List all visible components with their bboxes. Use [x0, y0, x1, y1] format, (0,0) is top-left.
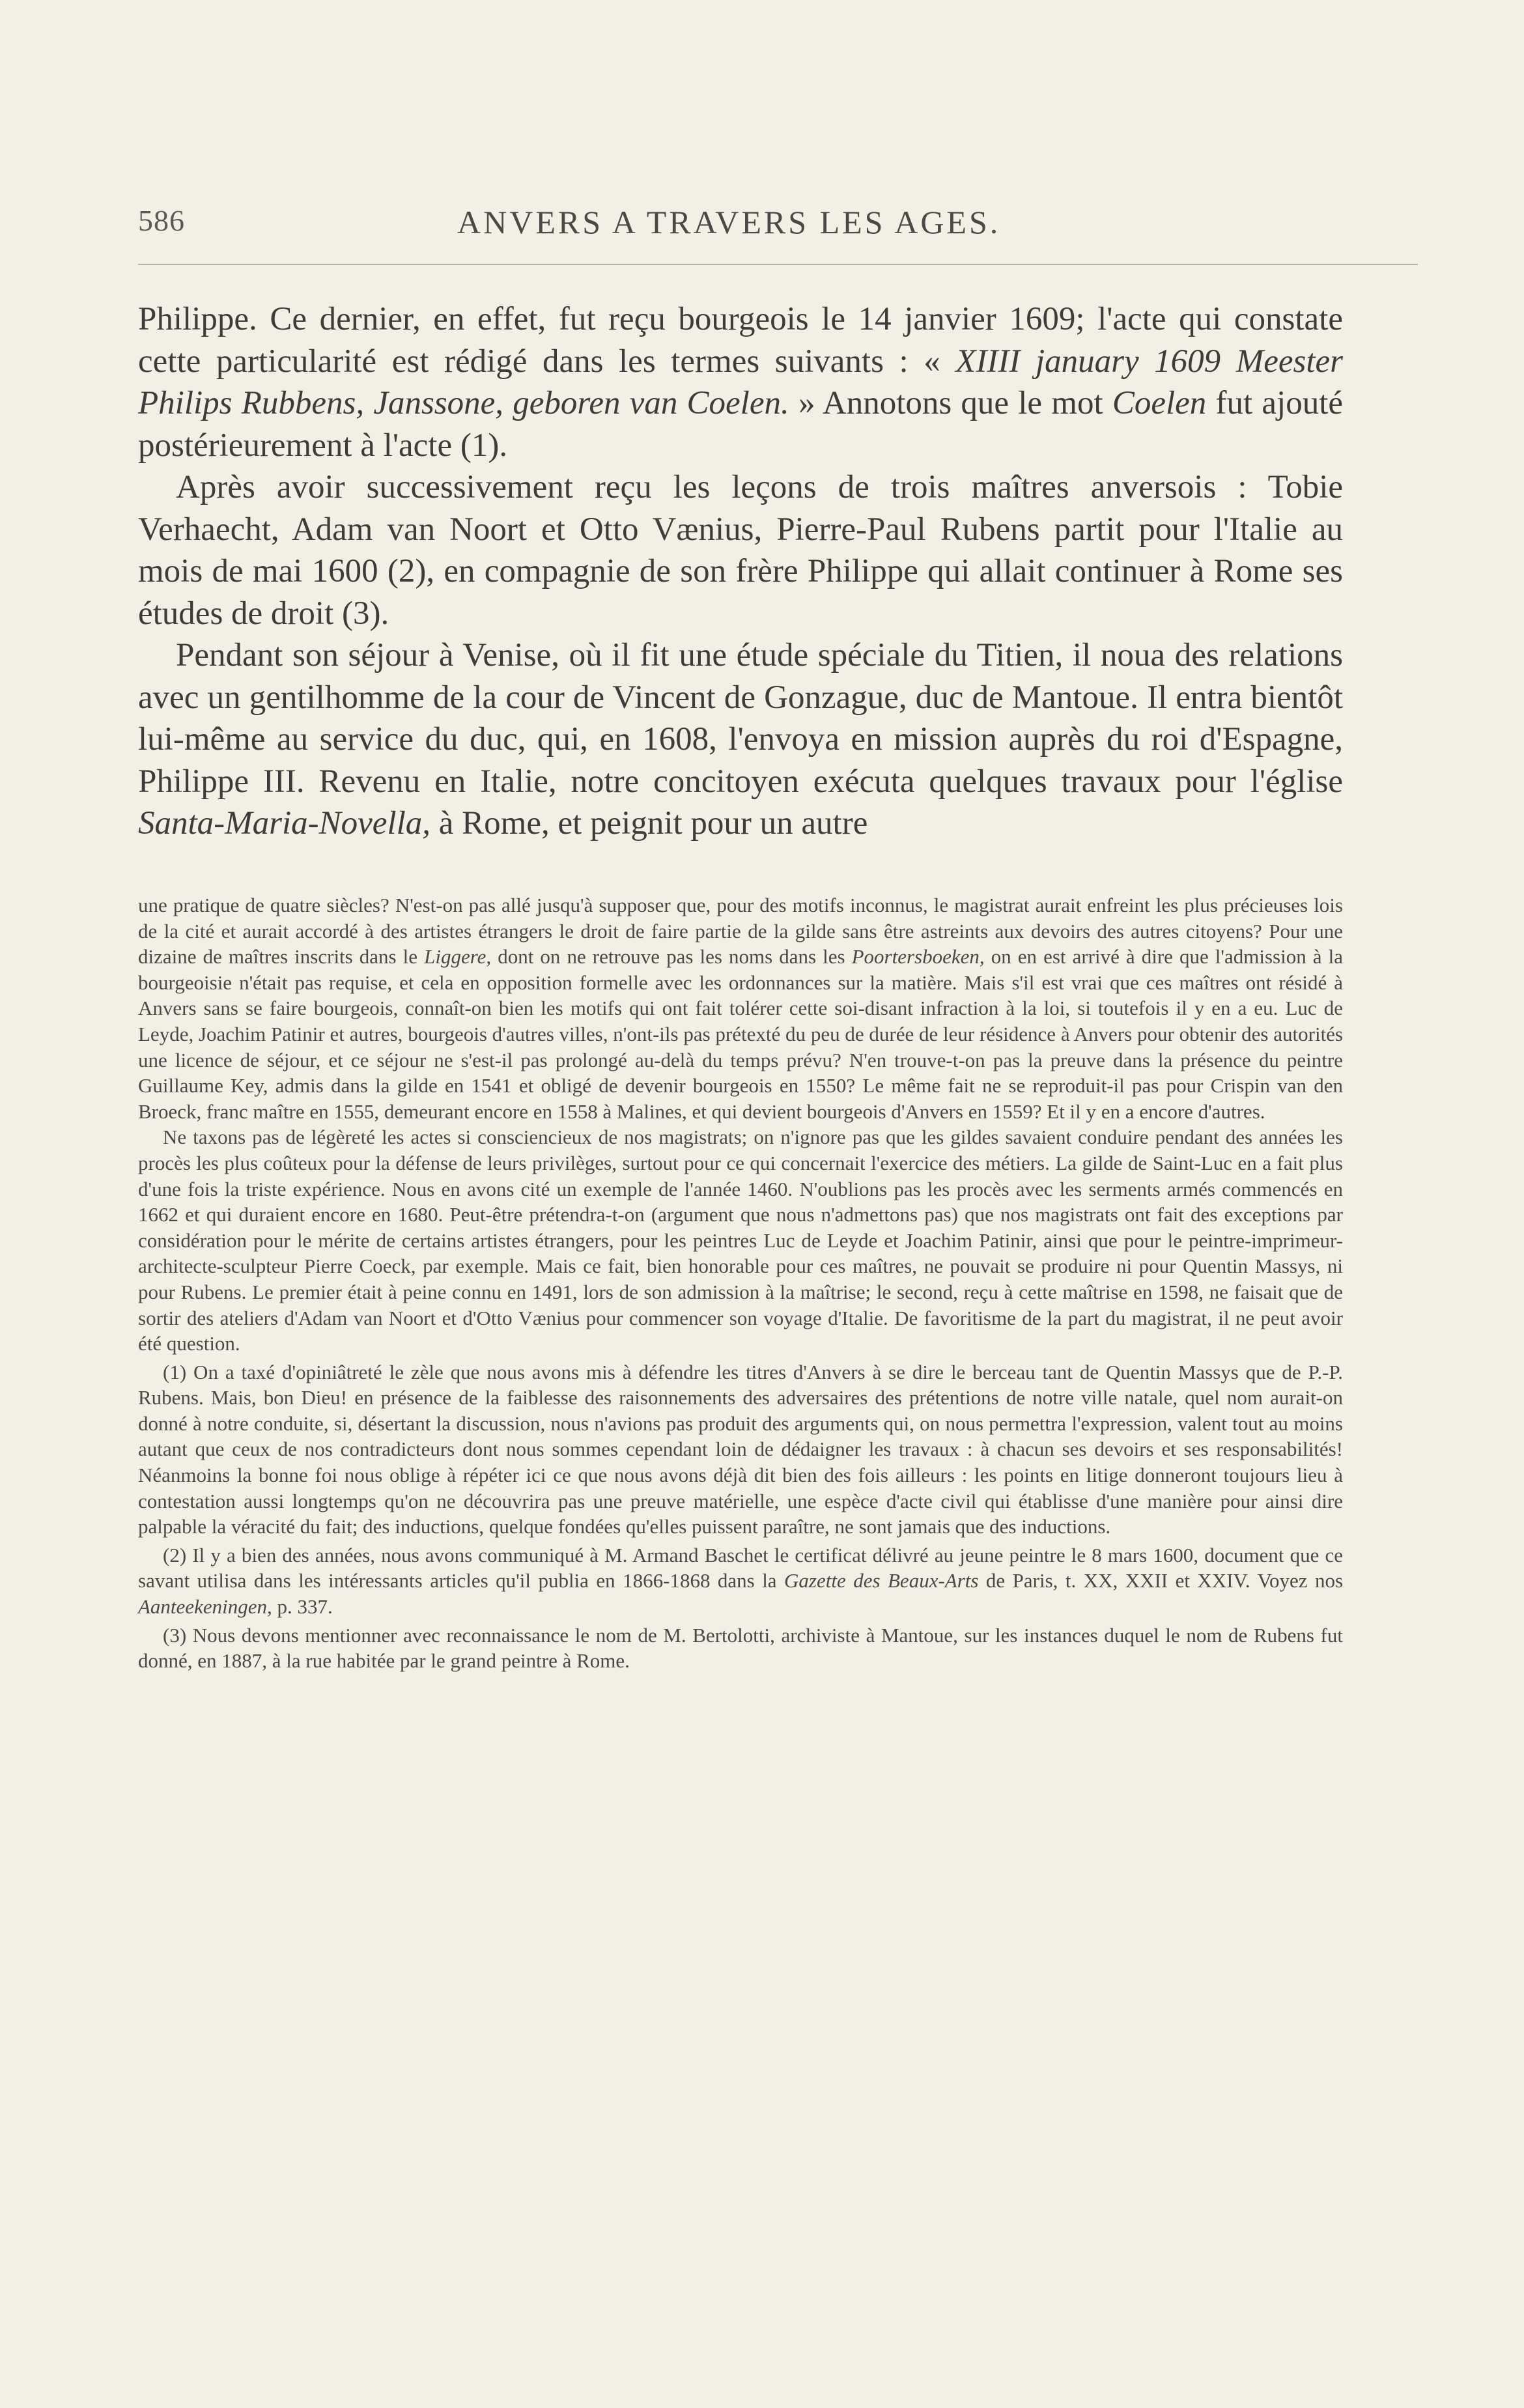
notes-section	[138, 892, 1343, 1674]
paragraph-3: Pendant son séjour à Venise, où il fit une étude spéciale du Titien, il noua des relations avec un gentilhomme de la cour de Vincent de Gonzague, duc de Mantoue. Il entra bientôt lui-même au service du duc, qui, en 1608, l'envoya en mission auprès du roi d'Espagne, Philippe III. Revenu en Italie, notre concitoyen exécuta quelques travaux pour l'église Santa-Maria-Novella, à Rome, et peignit pour un autre	[138, 637, 1343, 842]
running-head: ANVERS A TRAVERS LES AGES.	[457, 204, 1001, 240]
footnote-3: (3) Nous devons mentionner avec reconnaissance le nom de M. Bertolotti, archiviste à Mantoue, sur les instances duquel le nom de Rubens fut donné, en 1887, à la rue habitée par le grand peintre à Rome.	[138, 1623, 1343, 1673]
archive-quote: XIIII january 1609 Meester Philips Rubbens, Janssone, geboren van Coelen.	[138, 343, 1343, 421]
paragraph-2: Après avoir successivement reçu les leçons de trois maîtres anversois : Tobie Verhaecht, Adam van Noort et Otto Vænius, Pierre-Paul Rubens partit pour l'Italie au mois de mai 1600 (2), en compagnie de son frère Philippe qui allait continuer à Rome ses études de droit (3).	[138, 469, 1343, 632]
main-text	[138, 298, 1343, 845]
footnote-1: (1) On a taxé d'opiniâtreté le zèle que nous avons mis à défendre les titres d'Anvers à se dire le berceau tant de Quentin Massys que de P.-P. Rubens. Mais, bon Dieu! en présence de la faiblesse des raisonnements des adversaires des prétentions de notre ville natale, quel nom aurait-on donné à notre conduite, si, désertant la discussion, nous n'avions pas produit des arguments qui, on nous permettra l'expression, valent tout au moins autant que ceux de nos contradicteurs dont nous sommes cependant loin de dédaigner les travaux : à chacun ses devoirs et ses responsabilités! Néanmoins la bonne foi nous oblige à répéter ici ce que nous avons déjà dit bien des fois ailleurs : les points en litige donneront toujours lieu à contestation aussi longtemps qu'on ne découvrira pas une preuve matérielle, une espèce d'acte civil qui établisse d'une manière pour ainsi dire palpable la véracité du fait; des inductions, quelque fondées qu'elles puissent paraître, ne sont jamais que des inductions.	[138, 1360, 1343, 1538]
page-number: 586	[138, 204, 185, 237]
italic-word: Coelen	[1112, 385, 1207, 421]
page-header	[138, 203, 1418, 242]
footnote-2: (2) Il y a bien des années, nous avons communiqué à M. Armand Baschet le certificat délivré au jeune peintre le 8 mars 1600, document que ce savant utilisa dans les intéressants articles qu'il publia en 1866-1868 dans la Gazette des Beaux-Arts de Paris, t. XX, XXII et XXIV. Voyez nos Aanteekeningen, p. 337.	[138, 1543, 1344, 1619]
header-rule	[138, 264, 1418, 265]
church-name: Santa-Maria-Novella,	[138, 805, 431, 842]
paragraph-1: Philippe. Ce dernier, en effet, fut reçu bourgeois le 14 janvier 1609; l'acte qui constate cette particularité est rédigé dans les termes suivants : « XIIII january 1609 Meester Philips Rubbens, Janssone, geboren van Coelen. » Annotons que le mot Coelen fut ajouté postérieurement à l'acte (1).	[138, 301, 1343, 464]
note-paragraph-2: Ne taxons pas de légèreté les actes si consciencieux de nos magistrats; on n'ignore pas que les gildes savaient conduire pendant des années les procès les plus coûteux pour la défense de leurs privilèges, surtout pour ce qui concernait l'exercice des métiers. La gilde de Saint-Luc en a fait plus d'une fois la triste expérience. Nous en avons cité un exemple de l'année 1460. N'oublions pas les procès avec les serments armés commencés en 1662 et qui duraient encore en 1680. Peut-être prétendra-t-on (argument que nous n'admettons pas) que nos magistrats ont fait des exceptions par considération pour le mérite de certains artistes étrangers, pour les peintres Luc de Leyde et Joachim Patinir, ainsi que pour le peintre-imprimeur-architecte-sculpteur Pierre Coeck, par exemple. Mais ce fait, bien honorable pour ces maîtres, ne pouvait se produire ni pour Quentin Massys, ni pour Rubens. Le premier était à peine connu en 1491, lors de son admission à la maîtrise; le second, reçu à cette maîtrise en 1598, ne faisait que de sortir des ateliers d'Adam van Noort et d'Otto Vænius pour commencer son voyage d'Italie. De favoritisme de la part du magistrat, il ne peut avoir été question.	[138, 1126, 1343, 1355]
note-continuation: une pratique de quatre siècles? N'est-on pas allé jusqu'à supposer que, pour des motifs inconnus, le magistrat aurait enfreint les plus précieuses lois de la cité et aurait accordé à des artistes étrangers le droit de faire partie de la gilde sans être astreints aux devoirs des autres citoyens? Pour une dizaine de maîtres inscrits dans le Liggere, dont on ne retrouve pas les noms dans les Poortersboeken, on en est arrivé à dire que l'admission à la bourgeoisie n'était pas requise, et cela en opposition formelle avec les ordonnances sur la matière. Mais s'il est vrai que ces maîtres ont résidé à Anvers sans se faire bourgeois, connaît-on bien les motifs qui ont fait tolérer cette soi-disant infraction à la loi, si toutefois il y en a eu. Luc de Leyde, Joachim Patinir et autres, bourgeois d'autres villes, n'ont-ils pas prétexté du peu de durée de leur résidence à Anvers pour obtenir des autorités une licence de séjour, et ce séjour ne s'est-il pas prolongé au-delà du temps prévu? N'en trouve-t-on pas la preuve dans la présence du peintre Guillaume Key, admis dans la gilde en 1541 et obligé de devenir bourgeois en 1550? Le même fait ne se reproduit-il pas pour Crispin van den Broeck, franc maître en 1555, demeurant encore en 1558 à Malines, et qui devient bourgeois d'Anvers en 1559? Et il y en a encore d'autres.	[138, 894, 1343, 1123]
